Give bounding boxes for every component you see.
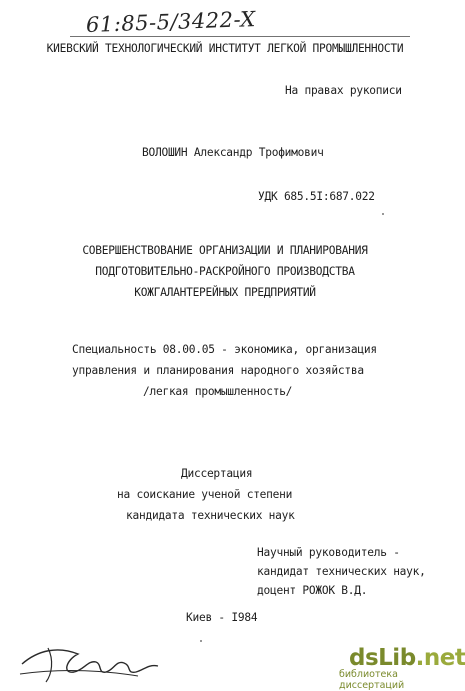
supervisor-line: Научный руководитель -	[257, 546, 400, 559]
archive-number: 61:85-5/3422-X	[85, 7, 257, 37]
watermark-brand-dot: .	[415, 645, 424, 671]
title-line: СОВЕРШЕНСТВОВАНИЕ ОРГАНИЗАЦИИ И ПЛАНИРОВАНИЯ	[82, 244, 368, 257]
scan-speck	[382, 213, 384, 215]
specialty-line: Специальность 08.00.05 - экономика, организация	[72, 343, 377, 356]
udc-code: УДК 685.5I:687.022	[258, 190, 375, 203]
scan-speck	[200, 640, 202, 642]
dissertation-label: Диссертация	[181, 467, 253, 480]
specialty-line: управления и планирования народного хозяйства	[72, 364, 364, 377]
city-year: Киев - I984	[186, 611, 258, 624]
signature	[18, 630, 168, 688]
watermark-subtitle: библиотека диссертаций	[339, 669, 405, 691]
header-underline	[70, 36, 410, 37]
author-name: ВОЛОШИН Александр Трофимович	[142, 146, 324, 159]
institute-name: КИЕВСКИЙ ТЕХНОЛОГИЧЕСКИЙ ИНСТИТУТ ЛЕГКОЙ ПРОМЫШЛЕННОСТИ	[46, 42, 404, 55]
specialty-line: /легкая промышленность/	[143, 385, 293, 398]
degree-line: кандидата технических наук	[126, 509, 295, 522]
supervisor-line: доцент РОЖОК В.Д.	[257, 584, 368, 597]
watermark-logo	[349, 645, 465, 671]
watermark-brand-suffix: net	[423, 645, 465, 671]
degree-line: на соискание ученой степени	[117, 488, 293, 501]
title-line: КОЖГАЛАНТЕРЕЙНЫХ ПРЕДПРИЯТИЙ	[134, 286, 316, 299]
watermark-brand-prefix: dsLib	[349, 645, 416, 671]
manuscript-rights: На правах рукописи	[285, 84, 402, 97]
supervisor-line: кандидат технических наук,	[257, 565, 426, 578]
title-line: ПОДГОТОВИТЕЛЬНО-РАСКРОЙНОГО ПРОИЗВОДСТВА	[95, 265, 355, 278]
